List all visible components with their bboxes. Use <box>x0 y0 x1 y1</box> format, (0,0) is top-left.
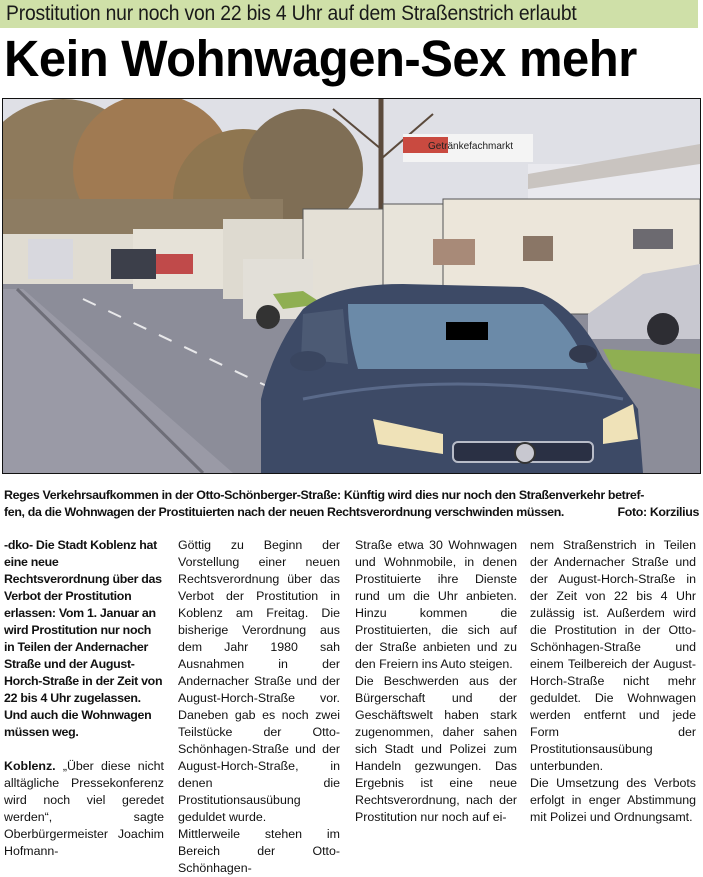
body-paragraph: Mittlerweile stehen im Bereich der Otto-Schönhagen- <box>178 827 340 875</box>
body-paragraph: Göttig zu Beginn der Vorstellung einer neuen Rechtsverordnung über das Verbot der Prostitution in Koblenz am Freitag. Die bisherige Verordnung aus dem Jahr 1980 sah Ausnahmen in der Andernacher Straße und der August-Horch-Straße vor. Daneben gab es noch zwei Teilstücke der Otto-Schönhagen-Straße und der August-Horch-Straße, in denen die Prostitutionsausübung geduldet wurde. <box>178 538 340 824</box>
article-photo <box>2 98 701 474</box>
caption-text: fen, da die Wohnwagen der Prostituierten nach der neuen Rechtsverordnung verschwinden müssen. <box>4 505 565 519</box>
body-paragraph <box>4 758 164 860</box>
body-paragraph: Die Beschwerden aus der Bürgerschaft und der Geschäftswelt haben stark zugenommen, daher sahen sich Stadt und Polizei zum Handeln gezwungen. Das Ergebnis ist eine neue Rechtsverordnung, nach der Prostitution nur noch auf ei- <box>355 674 517 824</box>
sign-text: Getränkefachmarkt <box>428 141 514 152</box>
headline: Kein Wohnwagen-Sex mehr <box>4 30 637 87</box>
caption-line-2 <box>4 504 701 521</box>
caption-line-1: Reges Verkehrsaufkommen in der Otto-Schönberger-Straße: Künftig wird dies nur noch den Straßenverkehr betref- <box>4 488 645 502</box>
kicker-bar <box>0 0 698 28</box>
street-scene-image <box>3 99 700 473</box>
dateline: Koblenz. <box>4 759 56 773</box>
article-lead: -dko- Die Stadt Koblenz hat eine neue Rechtsverordnung über das Verbot der Prostitution erlassen: Vom 1. Januar an wird Prostitution nur noch in Teilen der Andernacher Straße und der August-Horch-Straße in der Zeit von 22 bis 4 Uhr zugelassen. Und auch die Wohnwagen müssen weg. <box>4 538 163 739</box>
column-4 <box>530 537 696 826</box>
body-text: „Über diese nicht alltägliche Pressekonferenz wird noch viel geredet werden“, sagte Oberbürgermeister Joachim Hofmann- <box>4 759 164 858</box>
photo-credit: Foto: Korzilius <box>617 505 699 519</box>
column-3 <box>355 537 517 826</box>
body-paragraph: Straße etwa 30 Wohnwagen und Wohnmobile, in denen Prostituierte ihre Dienste rund um die Uhr anbieten. Hinzu kommen die Prostituierten, die sich auf der Straße anbieten und zu den Freiern ins Auto steigen. <box>355 538 517 671</box>
body-paragraph: nem Straßenstrich in Teilen der Andernacher Straße und der August-Horch-Straße in der Zeit von 22 bis 4 Uhr zulässig ist. Außerdem wird die Prostitution in der Otto-Schönhagen-Straße und einem Teilbereich der August-Horch-Straße nicht mehr geduldet. Die Wohnwagen werden entfernt und jede Form der Prostitutionsausübung unterbunden. <box>530 538 696 773</box>
column-2 <box>178 537 340 877</box>
column-1 <box>4 537 164 860</box>
photo-caption <box>4 487 701 521</box>
kicker-text: Prostitution nur noch von 22 bis 4 Uhr auf dem Straßenstrich erlaubt <box>6 2 577 25</box>
redaction-bar <box>446 322 488 340</box>
body-paragraph: Die Umsetzung des Verbots erfolgt in enger Abstimmung mit Polizei und Ordnungsamt. <box>530 776 696 824</box>
